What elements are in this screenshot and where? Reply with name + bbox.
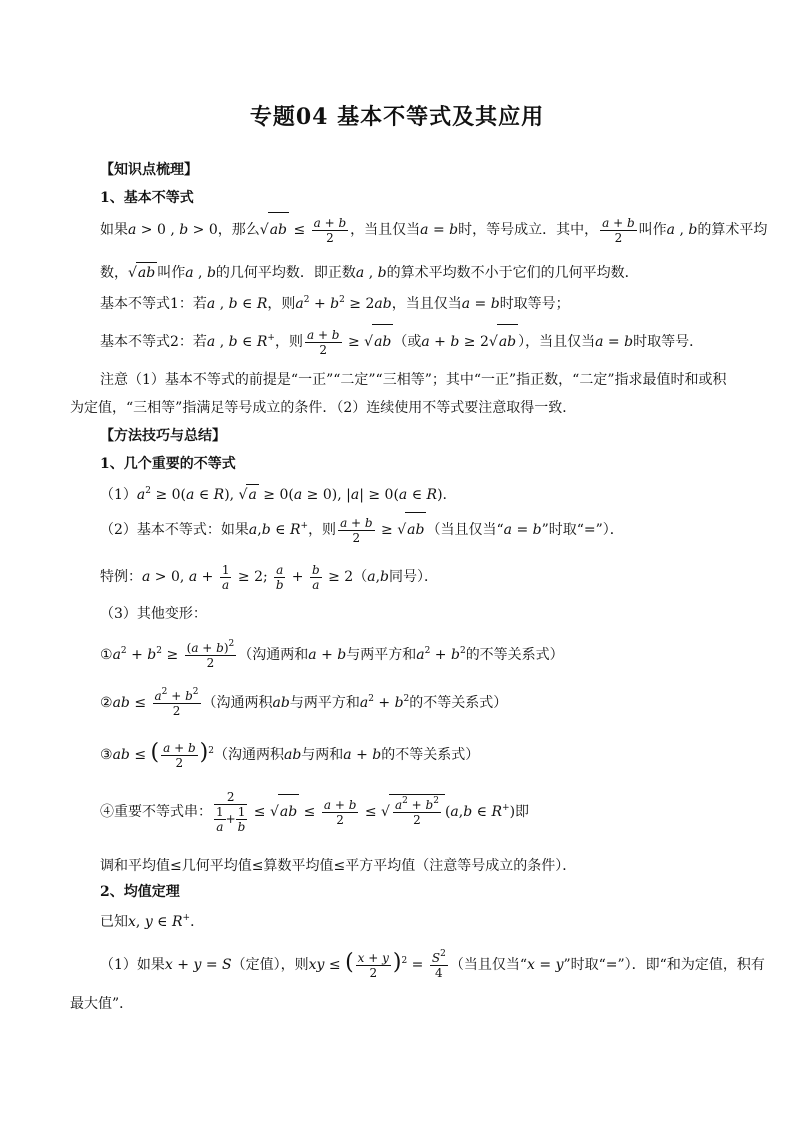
special-case: 特例：a > 0, a + $\frac{1}{a}$ ≥ 2; $\frac{a}{b}$ + $\frac{b}{a}$ ≥ 2（a,b同号）．: [100, 562, 438, 592]
section-methods: 【方法技巧与总结】: [100, 428, 226, 444]
basic-inequality-1: 基本不等式1：若a , b ∈ R，则$a^2 + b^2 \ge 2ab$，当且仅当a = b时取等号；: [100, 295, 570, 312]
inequality-item-1: $(1)a^2 \ge 0(a$ ∈ R), √a ≥ 0(a ≥ 0), |a| ≥ 0(a ∈ R).: [100, 486, 447, 503]
basic-inequality-2: 基本不等式2：若a , b ∈ R+，则 $\frac{a + b}{2}$ ≥ √ab （或a + b ≥ 2√ab ），当且仅当a = b时取等号．: [100, 324, 724, 359]
inequality-item-2: （2）基本不等式：如果a,b ∈ R+，则 $\frac{a + b}{2}$ ≥ √ab （当且仅当“a = b”时取“=”）．: [100, 512, 724, 547]
paragraph-definition-line1: 如果a > 0 , b > 0，那么√ab ≤ $\frac{a + b}{2}$ ，当且仅当a = b时，等号成立．其中， $\frac{a + b}{2}$ 叫作a , b的算术平均: [100, 212, 724, 247]
theorem-1-line1: （1）如果x + y = S（定值），则xy ≤ ( $\frac{x + y}{2}$ )$^2$ = $\frac{S^2}{4}$ （当且仅当“x = y”时取“=”）．即“和为定值，积有: [100, 948, 765, 980]
subsection-basic-inequality: 1、基本不等式: [100, 190, 194, 206]
page-title: 专题04 基本不等式及其应用: [249, 104, 545, 130]
note-line1: 注意（1）基本不等式的前提是“一正”“二定”“三相等”；其中“一正”指正数，“二定”指求最值时和或积: [100, 372, 727, 388]
inequality-item-3: （3）其他变形：: [100, 606, 207, 622]
paragraph-definition-line2: 数，√ab 叫作a , b的几何平均数．即正数a , b的算术平均数不小于它们的几何平均数．: [100, 262, 724, 283]
note-line2: 为定值，“三相等”指满足等号成立的条件．（2）连续使用不等式要注意取得一致．: [70, 400, 577, 416]
subsection-important-inequalities: 1、几个重要的不等式: [100, 456, 236, 472]
section-knowledge: 【知识点梳理】: [100, 162, 198, 178]
variant-4: ④重要不等式串： 2 $\frac{1}{a}$ + $\frac{1}{b}$ ≤ √ab ≤ $\frac{a + b}{2}$ ≤ √ $\frac{a^2 + b^2}{2}$ (a,b ∈ R+)即: [100, 790, 530, 834]
variant-2: ②ab ≤ $\frac{a^2 + b^2}{2}$ （沟通两积ab与两平方和$a^2 + b^2$的不等关系式）: [100, 686, 508, 718]
mean-chain: 调和平均值≤几何平均值≤算数平均值≤平方平均值（注意等号成立的条件）．: [100, 858, 577, 874]
variant-3: ③ab ≤ ( $\frac{a + b}{2}$ )$^2$（沟通两积ab与两和a + b的不等关系式）: [100, 740, 480, 770]
theorem-1-line2: 最大值”．: [70, 996, 134, 1012]
variant-1: $①a^2 + b^2$ ≥ $\frac{(a + b)^2}{2}$ （沟通两和a + b与两平方和$a^2 + b^2$的不等关系式）: [100, 638, 564, 670]
known-condition: 已知x, y ∈ R+．: [100, 913, 205, 930]
subsection-mean-theorem: 2、均值定理: [100, 884, 180, 900]
